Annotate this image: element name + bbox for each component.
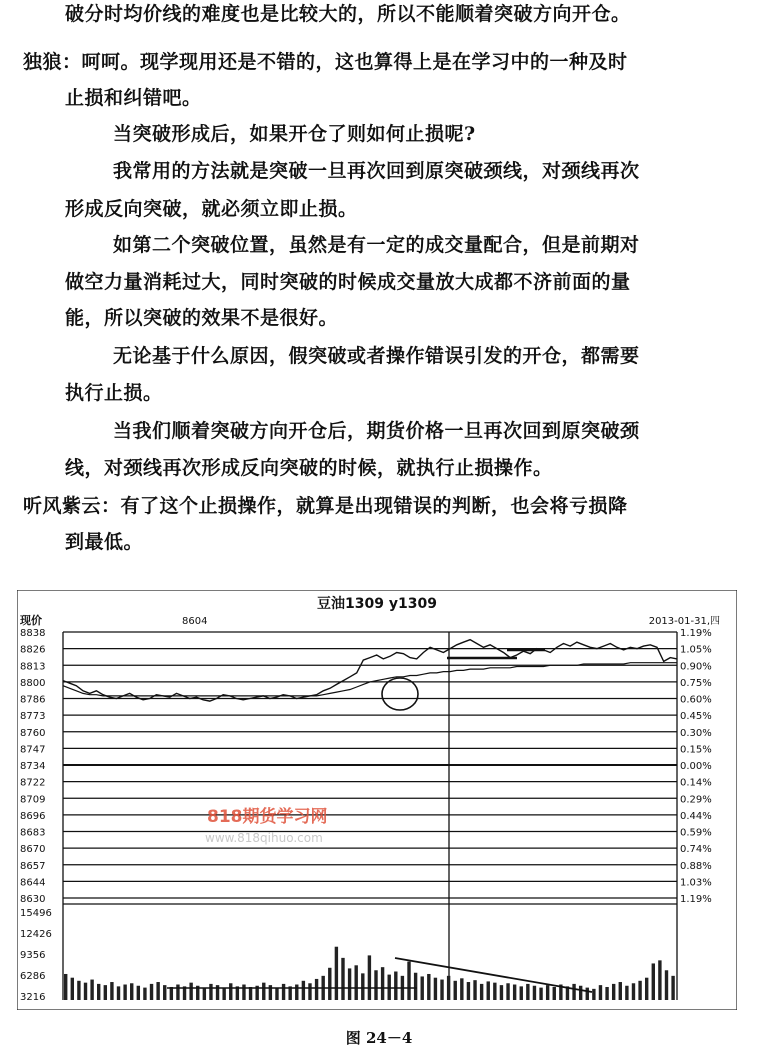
percent-tick-label: 0.75% bbox=[680, 677, 712, 689]
price-tick-label: 8644 bbox=[20, 877, 46, 889]
price-tick-label: 8696 bbox=[20, 810, 46, 822]
text-line-content: 破分时均价线的难度也是比较大的，所以不能顺着突破方向开仓。 bbox=[65, 3, 631, 25]
volume-bar bbox=[368, 955, 371, 1000]
text-line bbox=[113, 159, 640, 183]
percent-tick-label: 0.30% bbox=[680, 727, 712, 739]
volume-bar bbox=[427, 974, 430, 1000]
volume-bar bbox=[619, 982, 622, 1000]
volume-bar bbox=[513, 985, 516, 1000]
volume-bar bbox=[170, 987, 173, 1000]
volume-bar bbox=[407, 962, 410, 1000]
volume-bar bbox=[539, 988, 542, 1000]
volume-bar bbox=[110, 982, 113, 1000]
volume-bar bbox=[163, 985, 166, 1000]
price-tick-label: 8838 bbox=[20, 628, 46, 639]
current-price-value: 8604 bbox=[182, 616, 208, 627]
volume-bar bbox=[546, 985, 549, 1000]
volume-bar bbox=[665, 970, 668, 1000]
volume-bar bbox=[137, 986, 140, 1000]
chart-svg bbox=[17, 590, 737, 1010]
percent-tick-label: 0.44% bbox=[680, 810, 712, 822]
volume-bar bbox=[605, 987, 608, 1000]
volume-bar bbox=[117, 986, 120, 1000]
volume-tick-label: 9356 bbox=[20, 950, 46, 961]
percent-tick-label: 1.05% bbox=[680, 644, 712, 656]
text-line-content: 形成反向突破，就必须立即止损。 bbox=[65, 198, 358, 220]
percent-tick-label: 0.74% bbox=[680, 844, 712, 856]
volume-bar bbox=[302, 981, 305, 1000]
speaker-name: 独狼： bbox=[23, 51, 82, 73]
text-line-content: 我常用的方法就是突破一旦再次回到原突破颈线，对颈线再次 bbox=[113, 160, 640, 182]
volume-bar bbox=[77, 981, 80, 1000]
volume-bar bbox=[71, 978, 74, 1000]
text-line-content: 线，对颈线再次形成反向突破的时候，就执行止损操作。 bbox=[65, 457, 553, 479]
volume-bar bbox=[361, 973, 364, 1000]
volume-bar bbox=[335, 947, 338, 1000]
text-line bbox=[65, 381, 163, 405]
percent-tick-label: 0.29% bbox=[680, 794, 712, 806]
volume-bar bbox=[394, 972, 397, 1000]
volume-bar bbox=[315, 979, 318, 1000]
figure-caption: 图 24－4 bbox=[345, 1029, 413, 1047]
text-line bbox=[23, 494, 628, 518]
volume-bar bbox=[553, 987, 556, 1000]
volume-bar bbox=[671, 976, 674, 1000]
volume-bar bbox=[262, 983, 265, 1000]
percent-tick-label: 1.19% bbox=[680, 894, 712, 905]
volume-bar bbox=[599, 985, 602, 1000]
price-tick-label: 8786 bbox=[20, 694, 46, 706]
speaker-name: 听风紫云： bbox=[23, 495, 121, 517]
price-tick-label: 8773 bbox=[20, 711, 46, 723]
volume-bar bbox=[123, 985, 126, 1000]
percent-tick-label: 0.00% bbox=[680, 761, 712, 772]
volume-bar bbox=[328, 968, 331, 1000]
volume-bar bbox=[632, 983, 635, 1000]
price-tick-label: 8760 bbox=[20, 727, 46, 739]
text-line bbox=[65, 197, 358, 221]
volume-bar bbox=[189, 983, 192, 1000]
watermark-text: 818期货学习网 bbox=[207, 807, 328, 827]
volume-bar bbox=[348, 968, 351, 1000]
volume-bar bbox=[275, 988, 278, 1000]
volume-bar bbox=[473, 980, 476, 1000]
text-line bbox=[113, 233, 640, 257]
volume-bar bbox=[480, 984, 483, 1000]
volume-bar bbox=[625, 986, 628, 1000]
volume-bar bbox=[434, 978, 437, 1000]
volume-bar bbox=[592, 989, 595, 1000]
percent-tick-label: 1.19% bbox=[680, 628, 712, 639]
volume-bar bbox=[533, 986, 536, 1000]
volume-bar bbox=[638, 981, 641, 1000]
volume-bar bbox=[493, 983, 496, 1000]
text-line bbox=[65, 2, 631, 26]
volume-bar bbox=[222, 988, 225, 1000]
intraday-chart bbox=[17, 590, 737, 1010]
volume-bar bbox=[130, 983, 133, 1000]
price-tick-label: 8657 bbox=[20, 860, 46, 872]
volume-bar bbox=[467, 982, 470, 1000]
volume-tick-label: 15496 bbox=[20, 908, 52, 919]
volume-bar bbox=[282, 984, 285, 1000]
volume-bar bbox=[150, 984, 153, 1000]
text-line bbox=[113, 122, 476, 146]
text-line bbox=[113, 419, 640, 443]
volume-bar bbox=[381, 967, 384, 1000]
volume-bar bbox=[249, 987, 252, 1000]
percent-axis bbox=[680, 628, 712, 905]
percent-tick-label: 1.03% bbox=[680, 877, 712, 889]
volume-bar bbox=[447, 976, 450, 1000]
volume-bar bbox=[176, 985, 179, 1000]
text-line-content: 当突破形成后，如果开仓了则如何止损呢? bbox=[113, 123, 476, 145]
volume-bar bbox=[612, 984, 615, 1000]
price-tick-label: 8734 bbox=[20, 761, 46, 772]
text-line bbox=[65, 530, 143, 554]
percent-tick-label: 0.60% bbox=[680, 694, 712, 706]
text-line bbox=[23, 50, 628, 74]
chart-date: 2013-01-31,四 bbox=[648, 616, 720, 627]
volume-bar bbox=[658, 960, 661, 1000]
volume-bar bbox=[97, 984, 100, 1000]
percent-tick-label: 0.45% bbox=[680, 711, 712, 723]
volume-bar bbox=[487, 981, 490, 1000]
volume-bar bbox=[586, 988, 589, 1000]
percent-tick-label: 0.90% bbox=[680, 661, 712, 673]
text-line-content: 能，所以突破的效果不是很好。 bbox=[65, 307, 339, 329]
volume-bar bbox=[209, 984, 212, 1000]
text-line-content: 止损和纠错吧。 bbox=[65, 87, 202, 109]
price-tick-label: 8683 bbox=[20, 827, 46, 839]
volume-bar bbox=[374, 970, 377, 1000]
volume-bar bbox=[421, 976, 424, 1000]
volume-bar bbox=[652, 963, 655, 1000]
text-line bbox=[65, 306, 338, 330]
text-line-content: 执行止损。 bbox=[65, 382, 163, 404]
text-line-content: 到最低。 bbox=[65, 531, 144, 553]
volume-bar bbox=[229, 983, 232, 1000]
text-line-content: 有了这个止损操作，就算是出现错误的判断，也会将亏损降 bbox=[120, 495, 628, 517]
text-line-content: 呵呵。现学现用还是不错的，这也算得上是在学习中的一种及时 bbox=[81, 51, 628, 73]
text-line bbox=[65, 86, 202, 110]
price-tick-label: 8747 bbox=[20, 744, 46, 756]
volume-tick-label: 12426 bbox=[20, 929, 52, 940]
price-tick-label: 8670 bbox=[20, 844, 46, 856]
volume-bar bbox=[242, 985, 245, 1000]
volume-bar bbox=[500, 985, 503, 1000]
price-tick-label: 8630 bbox=[20, 894, 46, 905]
volume-bar bbox=[308, 983, 311, 1000]
volume-bar bbox=[579, 986, 582, 1000]
volume-tick-label: 6286 bbox=[20, 971, 46, 982]
price-axis bbox=[20, 628, 45, 905]
volume-bar bbox=[354, 965, 357, 1000]
volume-bar bbox=[460, 978, 463, 1000]
percent-tick-label: 0.88% bbox=[680, 860, 712, 872]
volume-bar bbox=[84, 983, 87, 1000]
volume-bar bbox=[645, 978, 648, 1000]
text-line-content: 无论基于什么原因，假突破或者操作错误引发的开仓，都需要 bbox=[113, 345, 640, 367]
text-line-content: 如第二个突破位置，虽然是有一定的成交量配合，但是前期对 bbox=[113, 234, 640, 256]
volume-tick-label: 3216 bbox=[20, 992, 46, 1003]
volume-bar bbox=[506, 983, 509, 1000]
text-line bbox=[65, 270, 631, 294]
text-line bbox=[65, 456, 553, 480]
volume-bar bbox=[414, 973, 417, 1000]
price-tick-label: 8800 bbox=[20, 677, 46, 689]
watermark-url: www.818qihuo.com bbox=[205, 831, 323, 845]
volume-bar bbox=[295, 985, 298, 1000]
volume-bar bbox=[526, 984, 529, 1000]
volume-bar bbox=[341, 958, 344, 1000]
volume-bar bbox=[90, 980, 93, 1000]
volume-bar bbox=[203, 988, 206, 1000]
volume-bar bbox=[156, 982, 159, 1000]
price-tick-label: 8722 bbox=[20, 777, 46, 789]
volume-bar bbox=[572, 984, 575, 1000]
volume-bar bbox=[64, 974, 67, 1000]
percent-tick-label: 0.15% bbox=[680, 744, 712, 756]
text-line-content: 做空力量消耗过大，同时突破的时候成交量放大成都不济前面的量 bbox=[65, 271, 631, 293]
price-tick-label: 8826 bbox=[20, 644, 46, 656]
price-tick-label: 8813 bbox=[20, 661, 46, 673]
volume-bar bbox=[143, 988, 146, 1000]
current-price-label: 现价 bbox=[20, 614, 42, 627]
volume-bar bbox=[440, 980, 443, 1000]
price-tick-label: 8709 bbox=[20, 794, 46, 806]
text-line bbox=[113, 344, 640, 368]
percent-tick-label: 0.59% bbox=[680, 827, 712, 839]
volume-bar bbox=[104, 985, 107, 1000]
chart-title: 豆油1309 y1309 bbox=[317, 596, 437, 612]
volume-bar bbox=[454, 981, 457, 1000]
text-line-content: 当我们顺着突破方向开仓后，期货价格一旦再次回到原突破颈 bbox=[113, 420, 640, 442]
volume-bar bbox=[520, 986, 523, 1000]
percent-tick-label: 0.14% bbox=[680, 777, 712, 789]
